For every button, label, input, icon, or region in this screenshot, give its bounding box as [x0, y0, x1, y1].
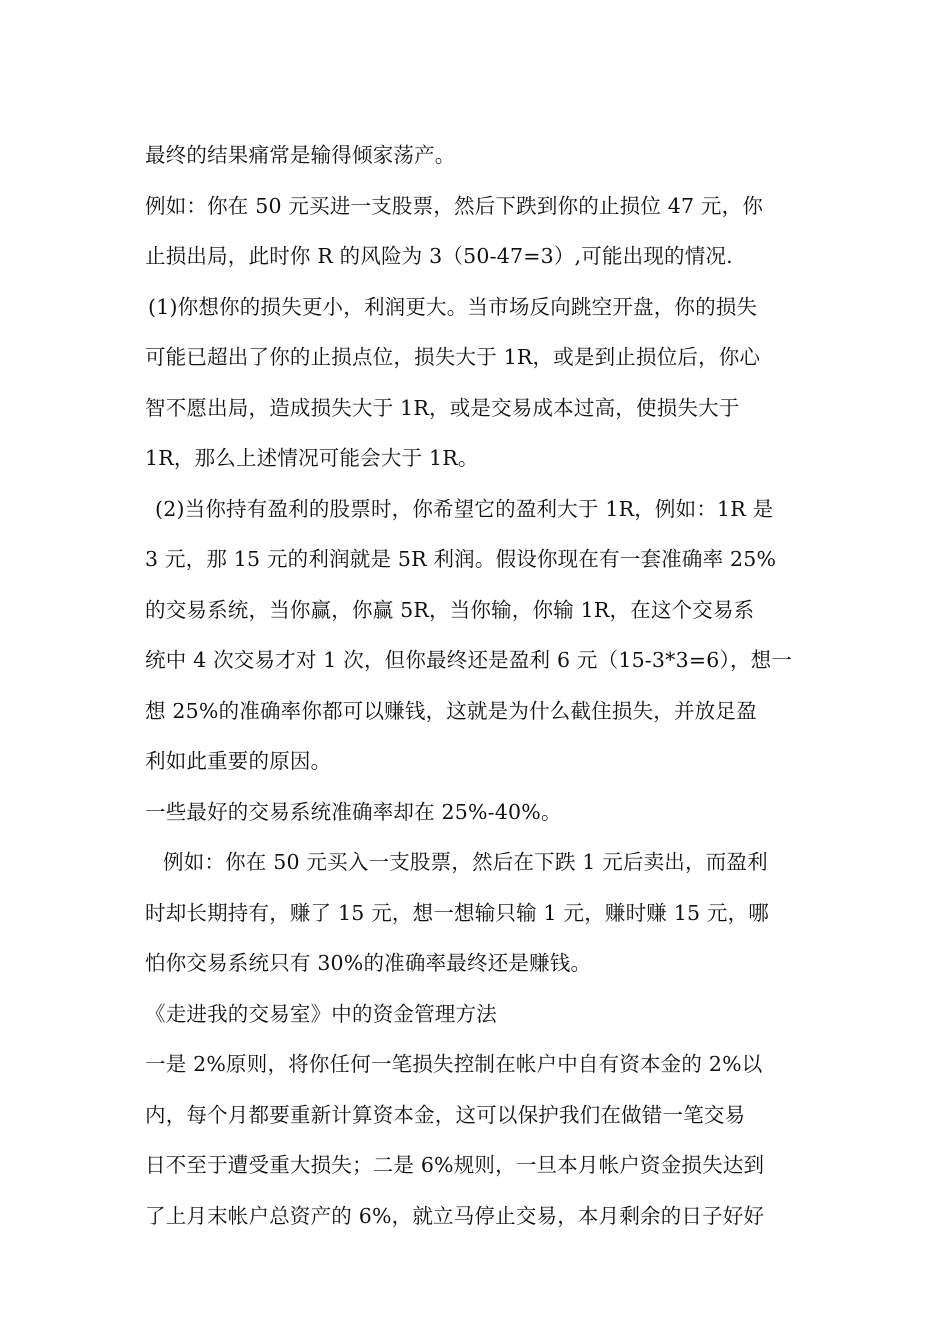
text-line: 想 25%的准确率你都可以赚钱，这就是为什么截住损失，并放足盈 — [145, 698, 757, 723]
text-line: 例如：你在 50 元买进一支股票，然后下跌到你的止损位 47 元，你 — [145, 193, 764, 218]
text-line: 利如此重要的原因。 — [145, 749, 332, 773]
text-line: 止损出局，此时你 R 的风险为 3（50-47=3）,可能出现的情况. — [145, 244, 733, 268]
text-line: (2)当你持有盈利的股票时，你希望它的盈利大于 1R，例如：1R 是 — [155, 496, 774, 521]
section-heading: 《走进我的交易室》中的资金管理方法 — [145, 1001, 497, 1026]
text-line: 日不至于遭受重大损失；二是 6%规则，一旦本月帐户资金损失达到 — [145, 1153, 765, 1177]
text-line: 1R，那么上述情况可能会大于 1R。 — [145, 446, 479, 470]
text-line: 可能已超出了你的止损点位，损失大于 1R，或是到止损位后，你心 — [145, 345, 761, 369]
text-line: 的交易系统，当你赢，你赢 5R，当你输，你输 1R，在这个交易系 — [145, 597, 755, 622]
text-line: 统中 4 次交易才对 1 次，但你最终还是盈利 6 元（15-3*3=6），想一 — [145, 648, 793, 672]
text-line: (1)你想你的损失更小，利润更大。当市场反向跳空开盘，你的损失 — [148, 294, 758, 319]
text-line: 3 元，那 15 元的利润就是 5R 利润。假设你现在有一套准确率 25% — [145, 547, 777, 571]
text-line: 例如：你在 50 元买入一支股票，然后在下跌 1 元后卖出，而盈利 — [163, 850, 768, 874]
text-line: 智不愿出局，造成损失大于 1R，或是交易成本过高，使损失大于 — [145, 395, 740, 420]
text-line: 了上月末帐户总资产的 6%，就立马停止交易，本月剩余的日子好好 — [145, 1203, 765, 1228]
text-line: 最终的结果痛常是输得倾家荡产。 — [145, 143, 456, 167]
text-line: 一是 2%原则，将你任何一笔损失控制在帐户中自有资本金的 2%以 — [145, 1052, 763, 1076]
text-line: 怕你交易系统只有 30%的准确率最终还是赚钱。 — [145, 951, 592, 975]
text-line: 内，每个月都要重新计算资本金，这可以保护我们在做错一笔交易 — [145, 1102, 746, 1127]
text-line: 一些最好的交易系统准确率却在 25%-40%。 — [145, 799, 562, 824]
document-body — [145, 130, 810, 1241]
text-line: 时却长期持有，赚了 15 元，想一想输只输 1 元，赚时赚 15 元，哪 — [145, 900, 770, 925]
